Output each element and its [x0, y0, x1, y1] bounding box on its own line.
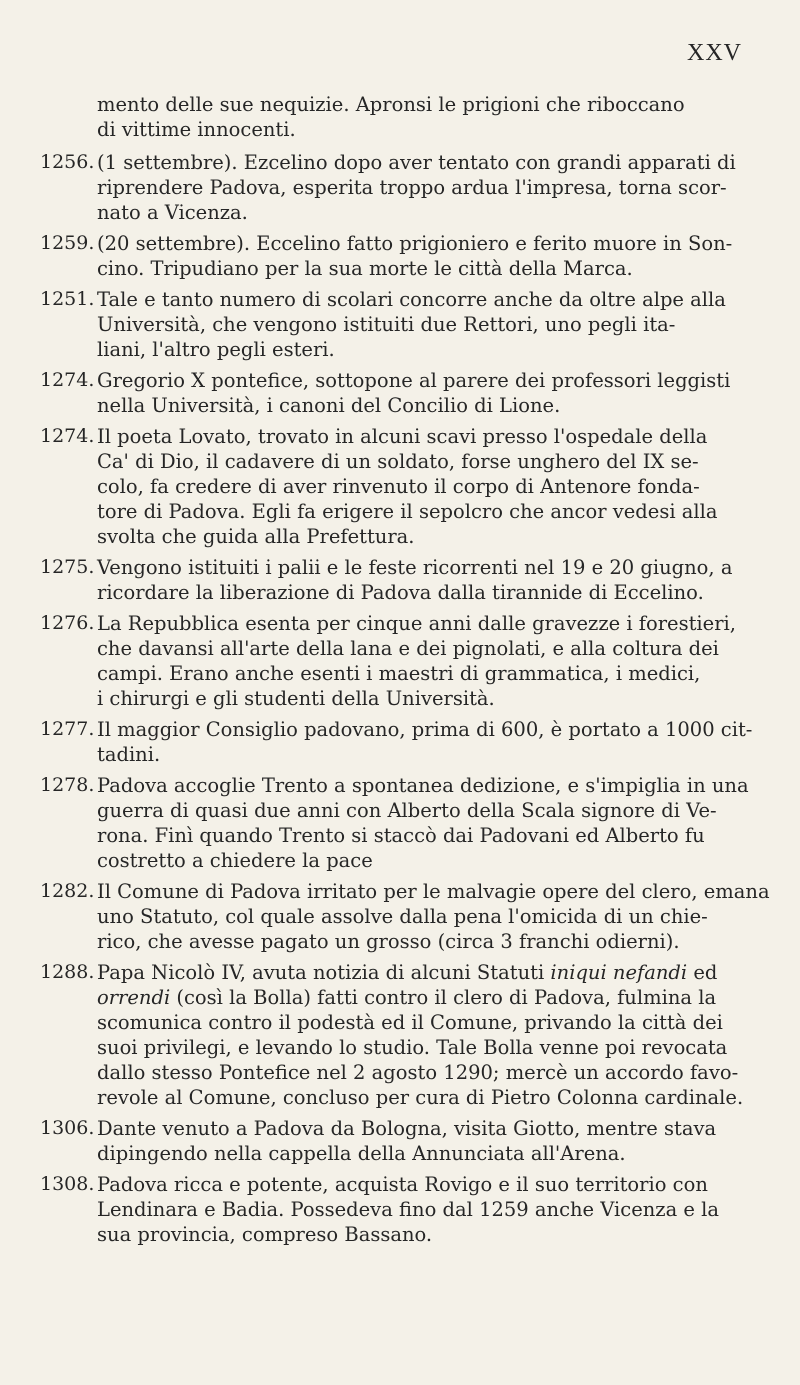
entry-text — [97, 368, 768, 418]
entry-line: (1 settembre). Ezcelino dopo aver tentato con grandi apparati di — [97, 151, 736, 174]
entry-year: 1288. — [40, 961, 95, 983]
page-number: XXV — [687, 40, 742, 66]
entry-line: ricordare la liberazione di Padova dalla tirannide di Eccelino. — [97, 581, 704, 604]
entry-line: Lendinara e Badia. Possedeva fino dal 1259 anche Vicenza e la — [97, 1198, 719, 1221]
chronology-entry — [40, 1172, 768, 1247]
chronology-entry — [40, 611, 768, 711]
entry-year: 1282. — [40, 880, 95, 902]
entry-line: revole al Comune, concluso per cura di Pietro Colonna cardinale. — [97, 1086, 744, 1109]
entry-line: rico, che avesse pagato un grosso (circa 3 franchi odierni). — [97, 930, 680, 953]
entry-year: 1308. — [40, 1173, 95, 1195]
entry-line: Il Comune di Padova irritato per le malvagie opere del clero, emana — [97, 880, 770, 903]
entry-line: La Repubblica esenta per cinque anni dalle gravezze i forestieri, — [97, 612, 736, 635]
entry-line: guerra di quasi due anni con Alberto della Scala signore di Ve- — [97, 799, 717, 822]
entry-line: dallo stesso Pontefice nel 2 agosto 1290; mercè un accordo favo- — [97, 1061, 739, 1084]
entry-line: scomunica contro il podestà ed il Comune, privando la città dei — [97, 1011, 723, 1034]
entry-line: campi. Erano anche esenti i maestri di grammatica, i medici, — [97, 662, 701, 685]
entry-text — [97, 150, 768, 225]
entry-line: che davansi all'arte della lana e dei pignolati, e alla coltura dei — [97, 637, 719, 660]
entry-line: Vengono istituiti i palii e le feste ricorrenti nel 19 e 20 giugno, a — [97, 556, 733, 579]
entry-text — [97, 879, 768, 954]
chronology-entry — [40, 773, 768, 873]
entry-line: Università, che vengono istituiti due Rettori, uno pegli ita- — [97, 313, 676, 336]
entry-line: tore di Padova. Egli fa erigere il sepolcro che ancor vedesi alla — [97, 500, 718, 523]
entry-line: orrendi (così la Bolla) fatti contro il clero di Padova, fulmina la — [97, 986, 717, 1009]
entry-text — [97, 960, 768, 1110]
italic-phrase: iniqui nefandi — [550, 961, 688, 984]
entry-year: 1306. — [40, 1117, 95, 1139]
entry-year: 1274. — [40, 369, 95, 391]
entry-year: 1259. — [40, 232, 95, 254]
entry-line: nella Università, i canoni del Concilio di Lione. — [97, 394, 561, 417]
entry-text — [97, 611, 768, 711]
entry-line: i chirurgi e gli studenti della Università. — [97, 687, 495, 710]
entry-text — [97, 1172, 768, 1247]
chronology-entry — [40, 231, 768, 281]
entry-text — [97, 717, 768, 767]
entry-line: rona. Finì quando Trento si staccò dai Padovani ed Alberto fu — [97, 824, 705, 847]
entry-text — [97, 555, 768, 605]
chronology-entry — [40, 555, 768, 605]
entry-line: tadini. — [97, 743, 161, 766]
entry-line: Papa Nicolò IV, avuta notizia di alcuni Statuti iniqui nefandi ed — [97, 961, 718, 984]
entry-line: Ca' di Dio, il cadavere di un soldato, forse unghero del IX se- — [97, 450, 699, 473]
entry-year: 1256. — [40, 151, 95, 173]
entry-line: svolta che guida alla Prefettura. — [97, 525, 415, 548]
entry-line: (20 settembre). Eccelino fatto prigioniero e ferito muore in Son- — [97, 232, 733, 255]
entry-line: Gregorio X pontefice, sottopone al parere dei professori leggisti — [97, 369, 731, 392]
chronology-entry — [40, 960, 768, 1110]
entry-line: Dante venuto a Padova da Bologna, visita Giotto, mentre stava — [97, 1117, 717, 1140]
intro-paragraph — [97, 92, 765, 142]
entry-year: 1274. — [40, 425, 95, 447]
chronology-entry — [40, 368, 768, 418]
entry-line: Il poeta Lovato, trovato in alcuni scavi presso l'ospedale della — [97, 425, 708, 448]
entry-text — [97, 773, 768, 873]
entry-line: nato a Vicenza. — [97, 201, 248, 224]
entry-text — [97, 231, 768, 281]
entry-text — [97, 424, 768, 549]
entry-line: costretto a chiedere la pace — [97, 849, 373, 872]
chronology-entry — [40, 287, 768, 362]
entry-line: Padova accoglie Trento a spontanea dedizione, e s'impiglia in una — [97, 774, 749, 797]
entry-line: Padova ricca e potente, acquista Rovigo e il suo territorio con — [97, 1173, 708, 1196]
entry-text — [97, 1116, 768, 1166]
chronology-list — [40, 150, 768, 1253]
entry-year: 1277. — [40, 718, 95, 740]
chronology-entry — [40, 1116, 768, 1166]
entry-line: cino. Tripudiano per la sua morte le città della Marca. — [97, 257, 633, 280]
chronology-entry — [40, 150, 768, 225]
entry-line: dipingendo nella cappella della Annunciata all'Arena. — [97, 1142, 626, 1165]
intro-line: di vittime innocenti. — [97, 118, 296, 141]
entry-year: 1275. — [40, 556, 95, 578]
entry-line: uno Statuto, col quale assolve dalla pena l'omicida di un chie- — [97, 905, 708, 928]
entry-year: 1251. — [40, 288, 95, 310]
entry-year: 1276. — [40, 612, 95, 634]
entry-text — [97, 287, 768, 362]
entry-line: suoi privilegi, e levando lo studio. Tale Bolla venne poi revocata — [97, 1036, 728, 1059]
chronology-entry — [40, 717, 768, 767]
chronology-entry — [40, 879, 768, 954]
italic-phrase: orrendi — [97, 986, 171, 1009]
chronology-entry — [40, 424, 768, 549]
entry-line: colo, fa credere di aver rinvenuto il corpo di Antenore fonda- — [97, 475, 700, 498]
entry-line: sua provincia, compreso Bassano. — [97, 1223, 433, 1246]
entry-line: riprendere Padova, esperita troppo ardua l'impresa, torna scor- — [97, 176, 727, 199]
entry-line: Tale e tanto numero di scolari concorre anche da oltre alpe alla — [97, 288, 726, 311]
entry-line: Il maggior Consiglio padovano, prima di 600, è portato a 1000 cit- — [97, 718, 753, 741]
entry-year: 1278. — [40, 774, 95, 796]
entry-line: liani, l'altro pegli esteri. — [97, 338, 335, 361]
intro-line: mento delle sue nequizie. Apronsi le prigioni che riboccano — [97, 93, 685, 116]
